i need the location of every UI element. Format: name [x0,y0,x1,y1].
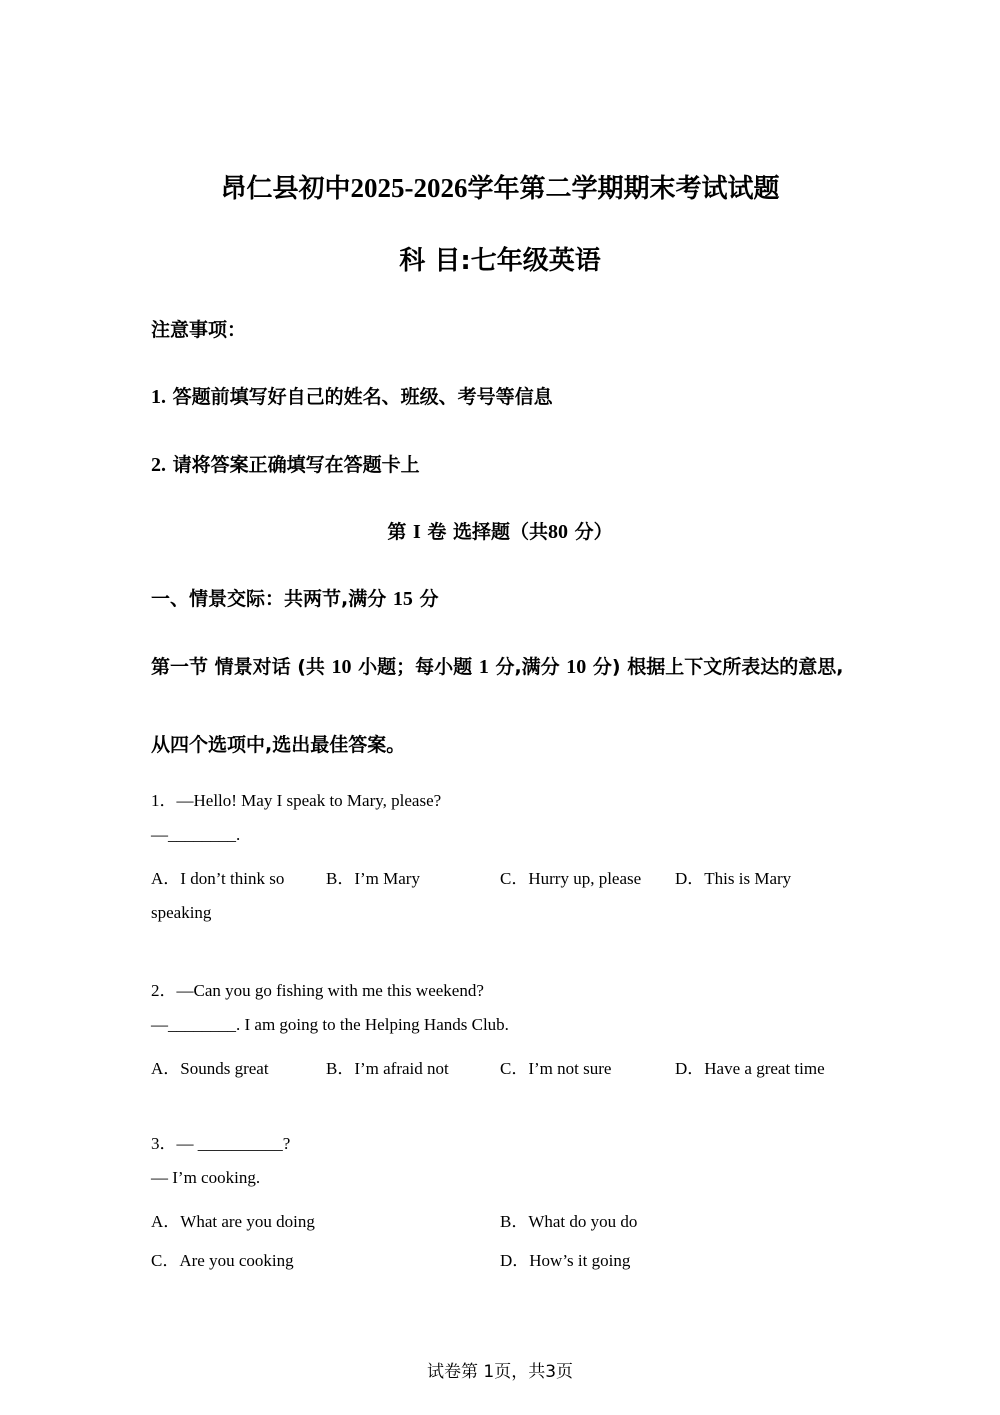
question-2-option-c: C．I’m not sure [500,1059,612,1078]
section-heading-score: 15 [392,588,413,610]
question-1-option-c: C．Hurry up, please [500,869,642,888]
exam-subject: 科 目:七年级英语 [399,246,601,276]
question-1-reply: —________. [151,825,241,844]
part-heading-num: I [412,521,421,543]
subsection-a: 第一节 情景对话 (共 [151,656,325,678]
notes-item-2 [151,450,420,477]
subsection-n1: 10 [331,656,352,678]
part-heading [0,517,1000,544]
section-heading-a: 一、情景交际：共两节,满分 [151,588,387,610]
part-heading-a: 第 [387,521,407,543]
section-heading-b: 分 [419,588,439,610]
question-1-option-a: A．I don’t think so [151,869,285,888]
notes-item-1-number: 1. [151,386,166,408]
question-3-stem: 3．— __________? [151,1134,291,1153]
section-heading [151,584,438,611]
part-heading-c: 分） [574,521,613,543]
subsection-heading [151,652,843,679]
subsection-d: 分) 根据上下文所表达的意思, [592,656,844,678]
question-3-option-d: D．How’s it going [500,1251,631,1270]
part-heading-b: 卷 选择题（共 [427,521,549,543]
subsection-b: 小题；每小题 [358,656,473,678]
question-3-option-a: A．What are you doing [151,1212,315,1231]
subsection-n2: 1 [478,656,489,678]
question-3-option-c: C．Are you cooking [151,1251,294,1270]
question-2-option-a: A．Sounds great [151,1059,269,1078]
notes-item-1 [151,382,553,409]
title-prefix: 昂仁县初中 [220,174,351,204]
notes-item-1-text: 答题前填写好自己的姓名、班级、考号等信息 [172,386,553,408]
title-suffix: 学年第二学期期末考试试题 [467,174,780,204]
subsection-c: 分,满分 [495,656,560,678]
question-2-option-d: D．Have a great time [675,1059,825,1078]
subsection-heading-line2: 从四个选项中,选出最佳答案。 [151,734,406,756]
page-footer: 试卷第 1页，共3页 [426,1362,574,1382]
question-1-option-d: D．This is Mary [675,869,792,888]
exam-title [0,168,1000,205]
question-3-option-b: B．What do you do [500,1212,638,1231]
part-heading-score: 80 [548,521,569,543]
notes-heading: 注意事项： [151,319,247,341]
title-years: 2025-2026 [350,173,468,203]
question-1-option-d-overflow: speaking [151,903,212,922]
question-2-reply: —________. I am going to the Helping Hands Club. [151,1015,509,1034]
subsection-n3: 10 [566,656,587,678]
notes-item-2-number: 2. [151,454,166,476]
question-1-stem: 1．—Hello! May I speak to Mary, please? [151,791,442,810]
notes-item-2-text: 请将答案正确填写在答题卡上 [172,454,420,476]
question-1-option-b: B．I’m Mary [326,869,420,888]
question-2-stem: 2．—Can you go fishing with me this weekend? [151,981,484,1000]
question-2-option-b: B．I’m afraid not [326,1059,449,1078]
question-3-reply: — I’m cooking. [151,1168,261,1187]
